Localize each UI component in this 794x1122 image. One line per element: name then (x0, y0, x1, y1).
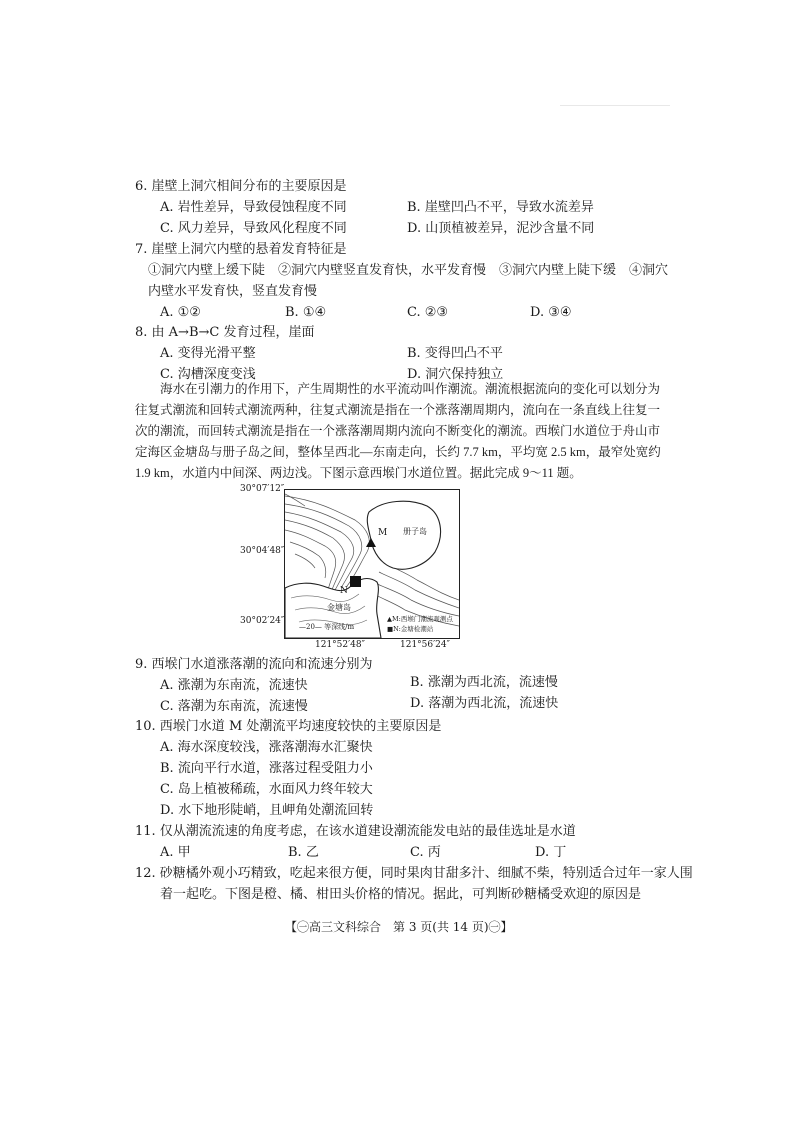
q7-option-d: D. ③④ (530, 305, 572, 320)
q6-option-c: C. 风力差异，导致风化程度不同 (160, 221, 347, 236)
q7-option-c: C. ②③ (407, 305, 449, 320)
q9-option-a: A. 涨潮为东南流，流速快 (160, 678, 308, 693)
q6-option-b: B. 崖壁凹凸不平，导致水流差异 (407, 200, 594, 215)
map-depth-legend: —20— 等深线/m (299, 623, 355, 631)
map-legend-m: ▲M:西堠门潮流观测点 (387, 615, 453, 623)
passage-line-1: 海水在引潮力的作用下，产生周期性的水平流动叫作潮流。潮流根据流向的变化可以划分为 (160, 382, 661, 396)
q11-option-d: D. 丁 (535, 845, 567, 860)
passage-line-5: 1.9 km，水道内中间深、两边浅。下图示意西堠门水道位置。据此完成 9～11 题。 (135, 466, 582, 480)
tide-station-n-marker (350, 576, 361, 587)
q10-stem: 10. 西堠门水道 M 处潮流平均速度较快的主要原因是 (135, 719, 442, 734)
q7-statements-line1: ①洞穴内壁上缓下陡 ②洞穴内壁竖直发育快，水平发育慢 ③洞穴内壁上陡下缓 ④洞穴 (148, 263, 669, 278)
q11-option-a: A. 甲 (160, 845, 191, 860)
q12-stem-line1: 12. 砂糖橘外观小巧精致，吃起来很方便，同时果肉甘甜多汁、细腻不柴，特别适合过年一家人围 (135, 866, 693, 881)
q12-stem-line2: 着一起吃。下图是橙、橘、柑田头价格的情况。据此，可判断砂糖橘受欢迎的原因是 (160, 887, 642, 902)
passage-line-3: 次的潮流，而回转式潮流是指在一个涨落潮周期内流向不断变化的潮流。西堠门水道位于舟山市 (135, 424, 661, 438)
q10-option-a: A. 海水深度较浅，涨落潮海水汇聚快 (160, 740, 373, 755)
map-lat-bottom: 30°02′24″ (240, 616, 285, 626)
q11-option-b: B. 乙 (288, 845, 319, 860)
island-label-cezi: 册子岛 (403, 527, 427, 536)
q9-option-b: B. 涨潮为西北流，流速慢 (410, 675, 558, 690)
q9-stem: 9. 西堠门水道涨落潮的流向和流速分别为 (135, 657, 373, 672)
page-footer: 【㊀高三文科综合 第 3 页(共 14 页)㊀】 (285, 920, 513, 934)
q7-stem: 7. 崖壁上洞穴内壁的悬着发育特征是 (135, 242, 347, 257)
map-lat-top: 30°07′12″ (240, 484, 285, 494)
q9-option-c: C. 落潮为东南流，流速慢 (160, 699, 308, 714)
q10-option-c: C. 岛上植被稀疏，水面风力终年较大 (160, 782, 373, 797)
passage-line-2: 往复式潮流和回转式潮流两种，往复式潮流是指在一个涨落潮周期内，流向在一条直线上往复一 (135, 403, 661, 417)
q7-option-a: A. ①② (160, 305, 201, 320)
map-label-n: N (340, 586, 348, 596)
q8-option-a: A. 变得光滑平整 (160, 346, 256, 361)
island-label-jintang: 金塘岛 (327, 603, 351, 612)
q11-stem: 11. 仅从潮流流速的角度考虑，在该水道建设潮流能发电站的最佳选址是水道 (135, 824, 576, 839)
q6-option-a: A. 岩性差异，导致侵蚀程度不同 (160, 200, 347, 215)
map-lat-mid: 30°04′48″ (240, 546, 285, 556)
map-lon-right: 121°56′24″ (400, 640, 450, 650)
q10-option-b: B. 流向平行水道，涨落过程受阻力小 (160, 761, 373, 776)
q8-stem: 8. 由 A→B→C 发育过程，崖面 (135, 325, 315, 340)
q11-option-c: C. 丙 (410, 845, 441, 860)
q7-statements-line2: 内壁水平发育快，竖直发育慢 (148, 284, 318, 299)
q10-option-d: D. 水下地形陡峭，且岬角处潮流回转 (160, 803, 374, 818)
q9-option-d: D. 落潮为西北流，流速快 (410, 696, 559, 711)
map-label-m: M (378, 528, 388, 538)
q8-option-b: B. 变得凹凸不平 (407, 346, 503, 361)
map-lon-left: 121°52′48″ (315, 640, 365, 650)
scan-artifact (560, 105, 670, 106)
q6-option-d: D. 山顶植被差异，泥沙含量不同 (407, 221, 595, 236)
channel-map (284, 489, 460, 639)
q6-stem: 6. 崖壁上洞穴相间分布的主要原因是 (135, 179, 347, 194)
passage-line-4: 定海区金塘岛与册子岛之间，整体呈西北—东南走向，长约 7.7 km，平均宽 2.5 km，最窄处宽约 (135, 445, 661, 459)
q8-option-c: C. 沟槽深度变浅 (160, 367, 256, 382)
map-legend-n: ■N:金塘检潮站 (387, 625, 434, 633)
q7-option-b: B. ①④ (285, 305, 327, 320)
q8-option-d: D. 洞穴保持独立 (407, 367, 504, 382)
